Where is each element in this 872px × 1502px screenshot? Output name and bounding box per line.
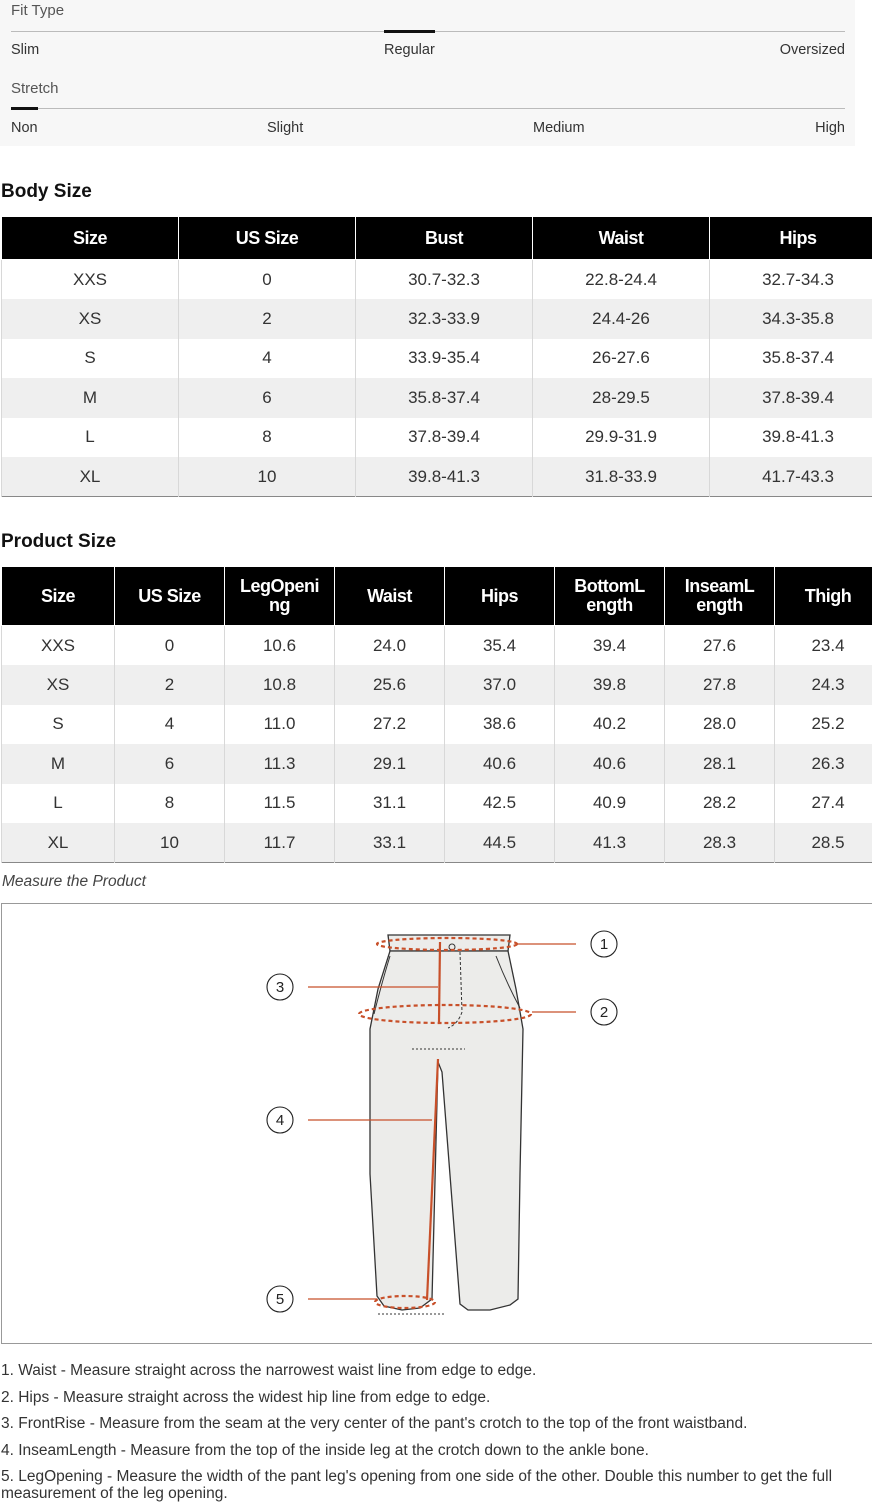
fit-stretch-panel: [0, 0, 855, 146]
column-header-us-size: US Size: [115, 567, 225, 626]
fit-type-label-regular: Regular: [384, 42, 435, 58]
body-size-heading: Body Size: [1, 181, 92, 203]
stretch-label-slight: Slight: [267, 120, 303, 136]
column-header-waist: Waist: [335, 567, 445, 626]
table-cell: 24.4-26: [533, 299, 710, 339]
table-cell: 34.3-35.8: [710, 299, 872, 339]
table-cell: L: [2, 784, 115, 824]
table-cell: 33.1: [335, 823, 445, 863]
table-cell: M: [2, 744, 115, 784]
table-cell: 11.5: [225, 784, 335, 824]
stretch-label-medium: Medium: [533, 120, 585, 136]
table-cell: 40.6: [445, 744, 555, 784]
table-cell: 10.8: [225, 665, 335, 705]
table-cell: 26-27.6: [533, 339, 710, 379]
product-size-heading: Product Size: [1, 531, 116, 553]
product-size-table: [1, 566, 872, 863]
table-cell: S: [2, 705, 115, 745]
body-size-header-row: [2, 217, 872, 260]
table-cell: 40.2: [555, 705, 665, 745]
table-cell: 10.6: [225, 626, 335, 666]
table-cell: 32.3-33.9: [356, 299, 533, 339]
table-cell: 44.5: [445, 823, 555, 863]
table-cell: 40.6: [555, 744, 665, 784]
table-row: [2, 823, 872, 863]
table-cell: 37.0: [445, 665, 555, 705]
callout-label-3: 3: [276, 979, 284, 996]
table-cell: 39.8: [555, 665, 665, 705]
stretch-label-non: Non: [11, 120, 38, 136]
table-row: [2, 418, 872, 458]
table-cell: 11.0: [225, 705, 335, 745]
fit-type-label-slim: Slim: [11, 42, 39, 58]
table-row: [2, 784, 872, 824]
stretch-selected-marker: [11, 107, 38, 110]
table-cell: S: [2, 339, 179, 379]
table-cell: 29.9-31.9: [533, 418, 710, 458]
table-row: [2, 299, 872, 339]
note-inseam-length: 4. InseamLength - Measure from the top of the inside leg at the crotch down to the ankle bone.: [1, 1438, 872, 1465]
table-cell: 41.7-43.3: [710, 457, 872, 497]
column-header-size: Size: [2, 217, 179, 260]
table-cell: XL: [2, 457, 179, 497]
table-cell: 35.8-37.4: [356, 378, 533, 418]
table-cell: 29.1: [335, 744, 445, 784]
callout-label-5: 5: [276, 1291, 284, 1308]
table-row: [2, 339, 872, 379]
table-cell: XS: [2, 299, 179, 339]
table-row: [2, 744, 872, 784]
table-row: [2, 705, 872, 745]
table-row: [2, 457, 872, 497]
table-cell: 27.8: [665, 665, 775, 705]
table-cell: 25.2: [775, 705, 872, 745]
table-cell: 28.1: [665, 744, 775, 784]
fit-type-title: Fit Type: [11, 2, 64, 19]
table-cell: 6: [115, 744, 225, 784]
table-cell: 32.7-34.3: [710, 260, 872, 300]
column-header-us-size: US Size: [179, 217, 356, 260]
pants-diagram-svg: [2, 904, 872, 1343]
table-cell: 42.5: [445, 784, 555, 824]
stretch-label-high: High: [815, 120, 845, 136]
table-cell: 37.8-39.4: [356, 418, 533, 458]
column-header-leg-opening: LegOpeni ng: [225, 567, 335, 626]
table-cell: 28.5: [775, 823, 872, 863]
table-cell: 10: [179, 457, 356, 497]
table-cell: 37.8-39.4: [710, 378, 872, 418]
table-cell: M: [2, 378, 179, 418]
table-cell: 11.7: [225, 823, 335, 863]
table-cell: 0: [179, 260, 356, 300]
table-cell: 22.8-24.4: [533, 260, 710, 300]
table-cell: 24.0: [335, 626, 445, 666]
pants-body: [370, 951, 523, 1310]
table-cell: 27.4: [775, 784, 872, 824]
table-cell: 10: [115, 823, 225, 863]
table-row: [2, 665, 872, 705]
table-row: [2, 626, 872, 666]
note-leg-opening: 5. LegOpening - Measure the width of the pant leg's opening from one side of the other. Double this number to get the full measurement of the leg opening.: [1, 1464, 872, 1502]
table-cell: 4: [115, 705, 225, 745]
table-cell: 26.3: [775, 744, 872, 784]
table-cell: 2: [115, 665, 225, 705]
note-waist: 1. Waist - Measure straight across the narrowest waist line from edge to edge.: [1, 1358, 872, 1385]
table-cell: XXS: [2, 260, 179, 300]
measurement-diagram: [1, 903, 872, 1344]
table-cell: 33.9-35.4: [356, 339, 533, 379]
pants-illustration: [370, 935, 523, 1310]
table-cell: 28.3: [665, 823, 775, 863]
table-cell: 39.8-41.3: [356, 457, 533, 497]
body-size-table: [1, 216, 872, 497]
table-cell: 23.4: [775, 626, 872, 666]
column-header-hips: Hips: [445, 567, 555, 626]
table-cell: 35.4: [445, 626, 555, 666]
table-cell: 40.9: [555, 784, 665, 824]
note-front-rise: 3. FrontRise - Measure from the seam at the very center of the pant's crotch to the top of the front waistband.: [1, 1411, 872, 1438]
table-cell: 24.3: [775, 665, 872, 705]
table-cell: 8: [115, 784, 225, 824]
table-row: [2, 378, 872, 418]
fit-type-label-oversized: Oversized: [780, 42, 845, 58]
table-cell: 39.4: [555, 626, 665, 666]
note-hips: 2. Hips - Measure straight across the widest hip line from edge to edge.: [1, 1385, 872, 1412]
table-cell: 8: [179, 418, 356, 458]
table-cell: 35.8-37.4: [710, 339, 872, 379]
column-header-size: Size: [2, 567, 115, 626]
fit-type-selected-marker: [384, 30, 435, 33]
table-cell: 28.0: [665, 705, 775, 745]
column-header-bust: Bust: [356, 217, 533, 260]
table-cell: 38.6: [445, 705, 555, 745]
callout-label-4: 4: [276, 1112, 284, 1129]
front-rise-measure-mark: [439, 942, 440, 1022]
table-cell: XXS: [2, 626, 115, 666]
table-cell: 31.1: [335, 784, 445, 824]
table-cell: L: [2, 418, 179, 458]
table-cell: 0: [115, 626, 225, 666]
stretch-track: [11, 108, 845, 109]
stretch-title: Stretch: [11, 80, 59, 97]
callout-label-2: 2: [600, 1004, 608, 1021]
table-cell: 27.2: [335, 705, 445, 745]
column-header-bottom-length: BottomL ength: [555, 567, 665, 626]
table-cell: XS: [2, 665, 115, 705]
column-header-inseam-length: InseamL ength: [665, 567, 775, 626]
product-size-header-row: [2, 567, 872, 626]
table-cell: 4: [179, 339, 356, 379]
callout-label-1: 1: [600, 936, 608, 953]
column-header-thigh: Thigh: [775, 567, 872, 626]
table-cell: 28.2: [665, 784, 775, 824]
table-cell: 31.8-33.9: [533, 457, 710, 497]
column-header-waist: Waist: [533, 217, 710, 260]
measure-caption: Measure the Product: [2, 873, 146, 891]
table-cell: 39.8-41.3: [710, 418, 872, 458]
table-row: [2, 260, 872, 300]
table-cell: XL: [2, 823, 115, 863]
table-cell: 25.6: [335, 665, 445, 705]
table-cell: 27.6: [665, 626, 775, 666]
table-cell: 30.7-32.3: [356, 260, 533, 300]
table-cell: 28-29.5: [533, 378, 710, 418]
table-cell: 11.3: [225, 744, 335, 784]
table-cell: 41.3: [555, 823, 665, 863]
table-cell: 6: [179, 378, 356, 418]
measurement-notes: [1, 1358, 872, 1502]
table-cell: 2: [179, 299, 356, 339]
column-header-hips: Hips: [710, 217, 872, 260]
